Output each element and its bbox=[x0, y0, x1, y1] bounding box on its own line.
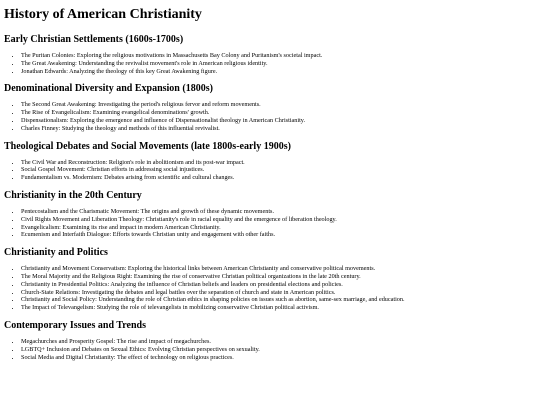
list-item: • Ecumenism and Interfaith Dialogue: Efforts towards Christian unity and engagement with other faiths. bbox=[21, 231, 536, 239]
list-item: • Evangelicalism: Examining its rise and impact in modern American Christianity. bbox=[21, 224, 536, 232]
bullet-list bbox=[4, 208, 536, 239]
list-item: • Pentecostalism and the Charismatic Movement: The origins and growth of these dynamic movements. bbox=[21, 208, 536, 216]
list-item: • The Second Great Awakening: Investigating the period's religious fervor and reform movements. bbox=[21, 101, 536, 109]
page-title: History of American Christianity bbox=[4, 7, 202, 22]
section-theological-debates bbox=[4, 140, 536, 182]
list-item: • Church-State Relations: Investigating the debates and legal battles over the separation of church and state in American politics. bbox=[21, 289, 536, 297]
list-item: • Social Media and Digital Christianity: The effect of technology on religious practices. bbox=[21, 354, 536, 362]
section-heading: Denominational Diversity and Expansion (1800s) bbox=[4, 83, 213, 95]
section-heading: Contemporary Issues and Trends bbox=[4, 319, 146, 331]
list-item: • The Impact of Televangelism: Studying the role of televangelists in mobilizing conservative Christian political activism. bbox=[21, 304, 536, 312]
section-contemporary-issues bbox=[4, 319, 536, 361]
list-item: • Charles Finney: Studying the theology and methods of this influential revivalist. bbox=[21, 125, 536, 133]
bullet-list bbox=[4, 265, 536, 312]
bullet-list bbox=[4, 159, 536, 182]
list-item: • Christianity and Movement Conservatism: Exploring the historical links between American Christianity and conservative political movements. bbox=[21, 265, 536, 273]
section-20th-century bbox=[4, 189, 536, 239]
list-item: • The Great Awakening: Understanding the revivalist movement's role in American religious identity. bbox=[21, 60, 536, 68]
section-heading: Christianity and Politics bbox=[4, 247, 108, 259]
list-item: • The Moral Majority and the Religious Right: Examining the rise of conservative Christian political organizations in the late 20th century. bbox=[21, 273, 536, 281]
list-item: • Dispensationalism: Exploring the emergence and influence of Dispensationalist theology in American Christianity. bbox=[21, 117, 536, 125]
list-item: • Civil Rights Movement and Liberation Theology: Christianity's role in racial equality and the emergence of liberation theology. bbox=[21, 216, 536, 224]
section-heading: Christianity in the 20th Century bbox=[4, 189, 142, 201]
section-early-settlements bbox=[4, 33, 536, 75]
list-item: • The Civil War and Reconstruction: Religion's role in abolitionism and its post-war impact. bbox=[21, 159, 536, 167]
list-item: • Christianity and Social Policy: Understanding the role of Christian ethics in shaping policies on issues such as abortion, same-sex marriage, and education. bbox=[21, 296, 536, 304]
bullet-list bbox=[4, 338, 536, 361]
section-christianity-politics bbox=[4, 246, 536, 312]
list-item: • Megachurches and Prosperity Gospel: The rise and impact of megachurches. bbox=[21, 338, 536, 346]
list-item: • Social Gospel Movement: Christian efforts in addressing social injustices. bbox=[21, 166, 536, 174]
bullet-list bbox=[4, 52, 536, 75]
list-item: • The Rise of Evangelicalism: Examining evangelical denominations' growth. bbox=[21, 109, 536, 117]
list-item: • Fundamentalism vs. Modernism: Debates arising from scientific and cultural changes. bbox=[21, 174, 536, 182]
list-item: • The Puritan Colonies: Exploring the religious motivations in Massachusetts Bay Colony and Puritanism's societal impact. bbox=[21, 52, 536, 60]
list-item: • Christianity in Presidential Politics: Analyzing the influence of Christian beliefs and leaders on presidential elections and policies. bbox=[21, 281, 536, 289]
section-denominational-diversity bbox=[4, 82, 536, 132]
bullet-list bbox=[4, 101, 536, 132]
section-heading: Theological Debates and Social Movements (late 1800s-early 1900s) bbox=[4, 140, 291, 152]
section-heading: Early Christian Settlements (1600s-1700s) bbox=[4, 34, 184, 45]
list-item: • LGBTQ+ Inclusion and Debates on Sexual Ethics: Evolving Christian perspectives on sexuality. bbox=[21, 346, 536, 354]
list-item: • Jonathan Edwards: Analyzing the theology of this key Great Awakening figure. bbox=[21, 68, 536, 76]
